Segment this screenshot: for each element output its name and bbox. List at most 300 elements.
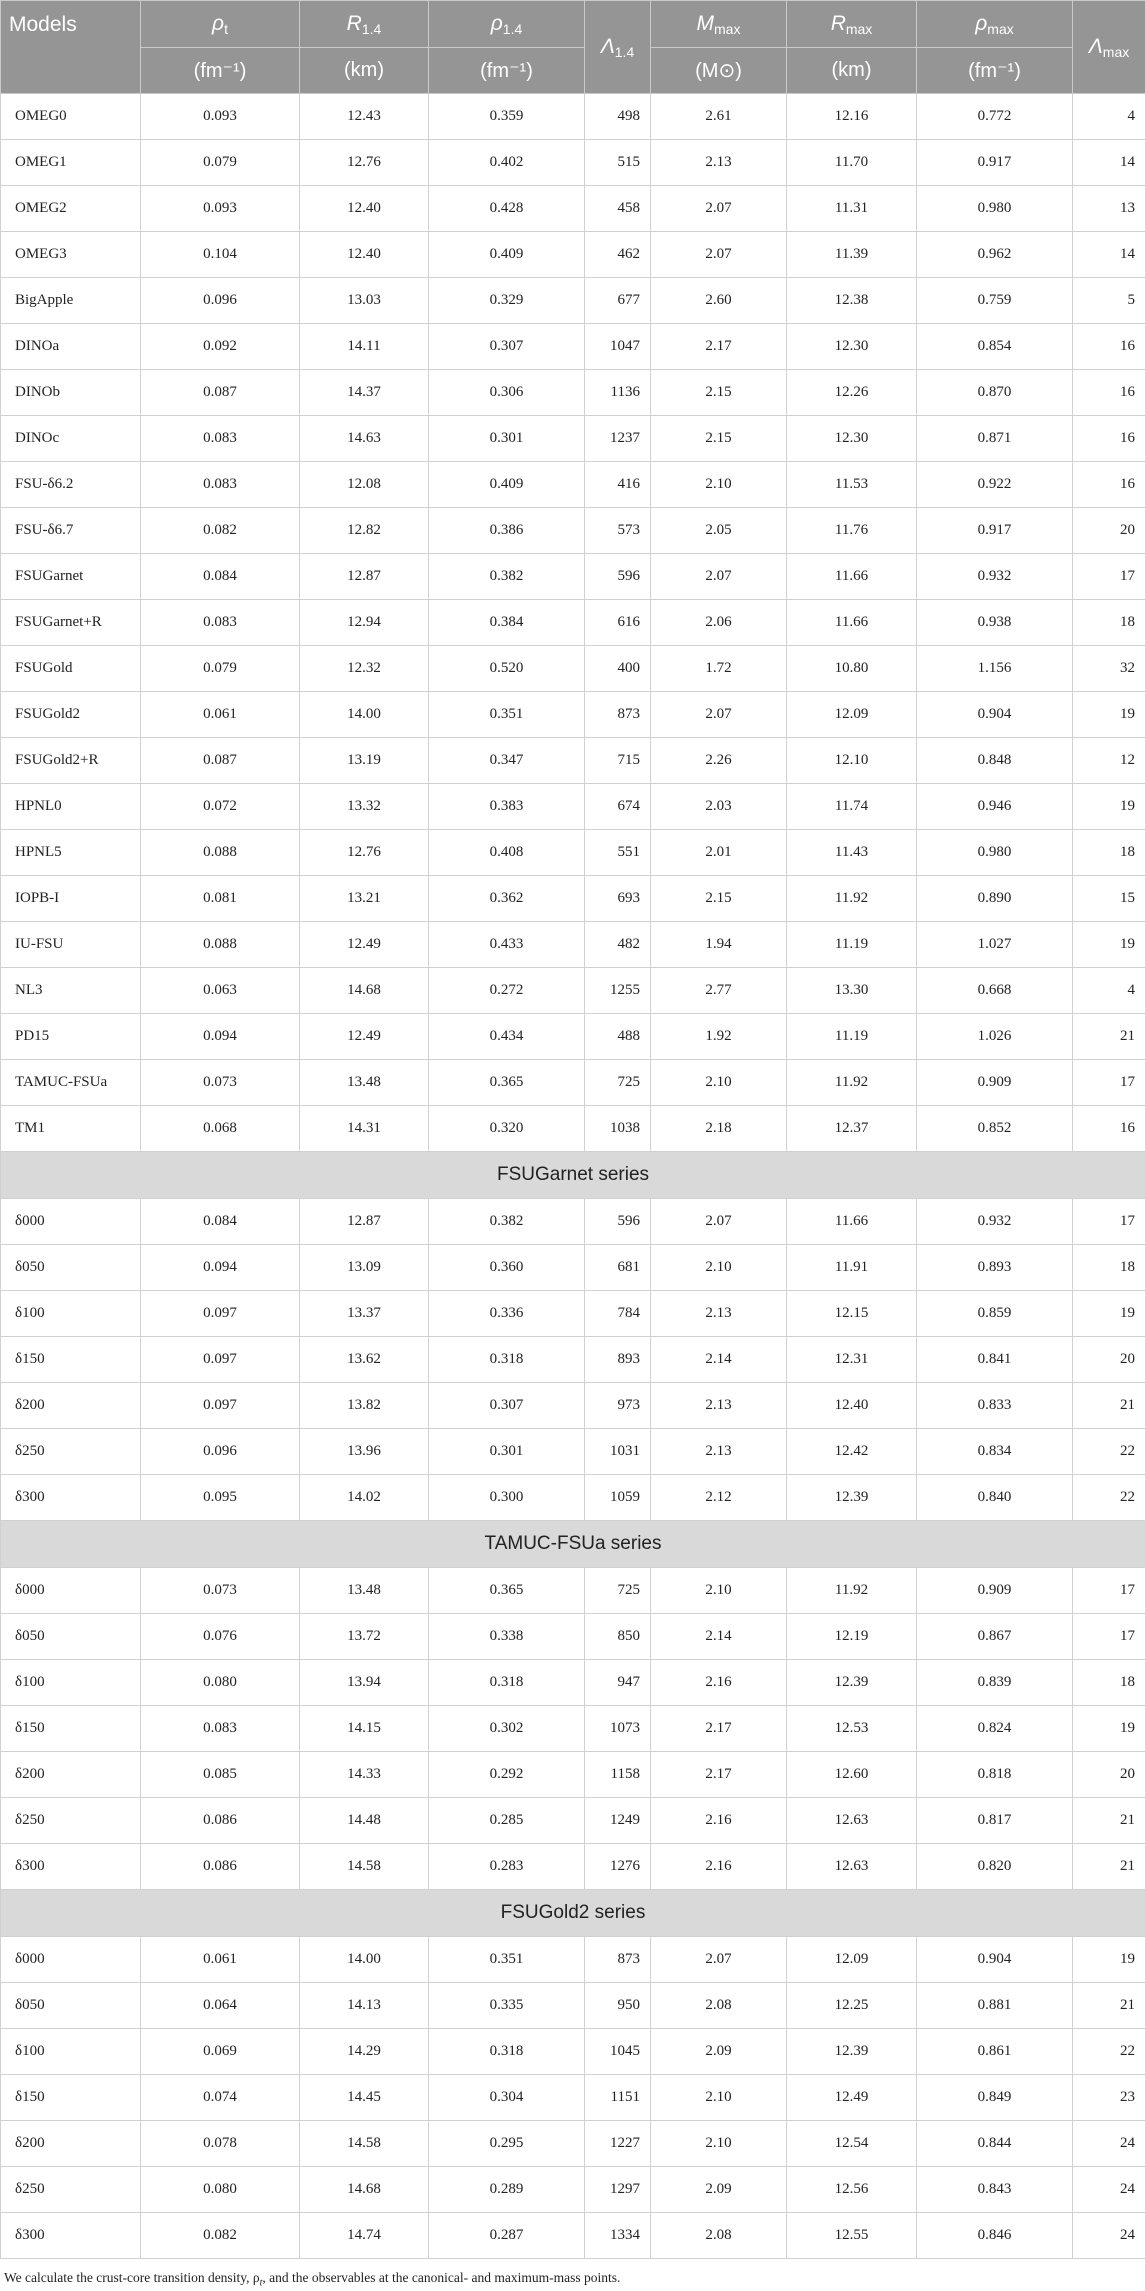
model-name-cell: δ200 [1, 2121, 141, 2167]
value-cell: 551 [585, 830, 651, 876]
model-name-cell: OMEG1 [1, 140, 141, 186]
table-row [1, 1014, 1145, 1060]
model-name-cell: NL3 [1, 968, 141, 1014]
value-cell: 12.42 [787, 1429, 917, 1475]
value-cell: 0.086 [141, 1798, 300, 1844]
value-cell: 0.409 [429, 232, 585, 278]
value-cell: 2.08 [651, 1983, 787, 2029]
value-cell: 725 [585, 1568, 651, 1614]
value-cell: 14.15 [300, 1706, 429, 1752]
value-cell: 11.70 [787, 140, 917, 186]
value-cell: 12.76 [300, 830, 429, 876]
value-cell: 13.96 [300, 1429, 429, 1475]
value-cell: 0.434 [429, 1014, 585, 1060]
table-row [1, 784, 1145, 830]
value-cell: 0.409 [429, 462, 585, 508]
value-cell: 12.30 [787, 324, 917, 370]
value-cell: 24 [1073, 2213, 1145, 2259]
column-unit-6: (fm⁻¹) [917, 48, 1073, 94]
value-cell: 12.38 [787, 278, 917, 324]
table-row [1, 1937, 1145, 1983]
value-cell: 1136 [585, 370, 651, 416]
value-cell: 11.66 [787, 600, 917, 646]
value-cell: 11.66 [787, 1199, 917, 1245]
table-row [1, 370, 1145, 416]
model-name-cell: δ200 [1, 1383, 141, 1429]
value-cell: 0.433 [429, 922, 585, 968]
value-cell: 11.19 [787, 1014, 917, 1060]
value-cell: 14.48 [300, 1798, 429, 1844]
models-column-header: Models [1, 1, 141, 94]
value-cell: 0.304 [429, 2075, 585, 2121]
value-cell: 14.13 [300, 1983, 429, 2029]
value-cell: 11.92 [787, 1568, 917, 1614]
value-cell: 12.16 [787, 94, 917, 140]
value-cell: 20 [1073, 508, 1145, 554]
table-row [1, 2075, 1145, 2121]
model-name-cell: δ050 [1, 1614, 141, 1660]
value-cell: 0.087 [141, 370, 300, 416]
column-symbol: R [830, 11, 846, 35]
value-cell: 0.962 [917, 232, 1073, 278]
value-cell: 1031 [585, 1429, 651, 1475]
column-header-5 [787, 1, 917, 48]
column-subscript: max [714, 20, 741, 37]
value-cell: 0.086 [141, 1844, 300, 1890]
table-body [1, 94, 1145, 2259]
value-cell: 11.76 [787, 508, 917, 554]
value-cell: 0.074 [141, 2075, 300, 2121]
model-name-cell: δ100 [1, 2029, 141, 2075]
value-cell: 14.00 [300, 692, 429, 738]
value-cell: 12.08 [300, 462, 429, 508]
value-cell: 14.29 [300, 2029, 429, 2075]
value-cell: 5 [1073, 278, 1145, 324]
caption-text-rest: , and the observables at the canonical- and maximum-mass points. [262, 2270, 621, 2285]
table-row [1, 508, 1145, 554]
value-cell: 2.12 [651, 1475, 787, 1521]
value-cell: 0.307 [429, 324, 585, 370]
table-row [1, 738, 1145, 784]
value-cell: 1255 [585, 968, 651, 1014]
model-name-cell: δ050 [1, 1983, 141, 2029]
column-unit-1: (km) [300, 48, 429, 94]
value-cell: 2.10 [651, 1568, 787, 1614]
value-cell: 21 [1073, 1844, 1145, 1890]
value-cell: 14.02 [300, 1475, 429, 1521]
table-row [1, 278, 1145, 324]
model-name-cell: HPNL0 [1, 784, 141, 830]
model-name-cell: FSUGold2+R [1, 738, 141, 784]
value-cell: 873 [585, 692, 651, 738]
value-cell: 2.15 [651, 876, 787, 922]
value-cell: 0.848 [917, 738, 1073, 784]
value-cell: 0.351 [429, 1937, 585, 1983]
value-cell: 11.92 [787, 1060, 917, 1106]
value-cell: 0.300 [429, 1475, 585, 1521]
value-cell: 11.66 [787, 554, 917, 600]
model-name-cell: δ250 [1, 1429, 141, 1475]
value-cell: 0.088 [141, 830, 300, 876]
value-cell: 0.082 [141, 2213, 300, 2259]
value-cell: 0.668 [917, 968, 1073, 1014]
value-cell: 2.77 [651, 968, 787, 1014]
value-cell: 11.43 [787, 830, 917, 876]
value-cell: 13.48 [300, 1568, 429, 1614]
model-name-cell: δ150 [1, 1337, 141, 1383]
value-cell: 1.026 [917, 1014, 1073, 1060]
value-cell: 0.360 [429, 1245, 585, 1291]
value-cell: 0.094 [141, 1014, 300, 1060]
value-cell: 0.336 [429, 1291, 585, 1337]
value-cell: 0.359 [429, 94, 585, 140]
column-unit-0: (fm⁻¹) [141, 48, 300, 94]
value-cell: 17 [1073, 1614, 1145, 1660]
table-row [1, 1337, 1145, 1383]
value-cell: 0.383 [429, 784, 585, 830]
value-cell: 1.92 [651, 1014, 787, 1060]
value-cell: 12.30 [787, 416, 917, 462]
value-cell: 12.40 [300, 232, 429, 278]
model-name-cell: FSU-δ6.2 [1, 462, 141, 508]
value-cell: 0.870 [917, 370, 1073, 416]
value-cell: 2.13 [651, 1291, 787, 1337]
value-cell: 10.80 [787, 646, 917, 692]
column-subscript: t [224, 20, 228, 37]
column-header-6 [917, 1, 1073, 48]
value-cell: 0.840 [917, 1475, 1073, 1521]
value-cell: 462 [585, 232, 651, 278]
model-name-cell: δ100 [1, 1660, 141, 1706]
value-cell: 0.980 [917, 830, 1073, 876]
value-cell: 13.72 [300, 1614, 429, 1660]
value-cell: 1047 [585, 324, 651, 370]
value-cell: 0.772 [917, 94, 1073, 140]
value-cell: 2.13 [651, 1383, 787, 1429]
value-cell: 17 [1073, 1060, 1145, 1106]
model-name-cell: δ050 [1, 1245, 141, 1291]
value-cell: 1.94 [651, 922, 787, 968]
value-cell: 2.17 [651, 1706, 787, 1752]
section-header-row [1, 1890, 1145, 1937]
value-cell: 1227 [585, 2121, 651, 2167]
value-cell: 498 [585, 94, 651, 140]
value-cell: 2.13 [651, 140, 787, 186]
model-name-cell: δ150 [1, 2075, 141, 2121]
column-symbol: ρ [975, 11, 988, 35]
value-cell: 20 [1073, 1752, 1145, 1798]
value-cell: 0.084 [141, 554, 300, 600]
value-cell: 0.759 [917, 278, 1073, 324]
column-subscript: 1.4 [614, 43, 635, 60]
caption-text: We calculate the crust-core transition density, ρ [4, 2270, 260, 2285]
value-cell: 784 [585, 1291, 651, 1337]
table-row [1, 922, 1145, 968]
value-cell: 2.07 [651, 554, 787, 600]
value-cell: 0.932 [917, 554, 1073, 600]
value-cell: 2.61 [651, 94, 787, 140]
value-cell: 2.05 [651, 508, 787, 554]
column-symbol: ρ [490, 11, 503, 35]
value-cell: 18 [1073, 600, 1145, 646]
value-cell: 19 [1073, 1706, 1145, 1752]
table-row [1, 1660, 1145, 1706]
value-cell: 0.061 [141, 692, 300, 738]
value-cell: 4 [1073, 94, 1145, 140]
value-cell: 2.10 [651, 1245, 787, 1291]
value-cell: 14.58 [300, 2121, 429, 2167]
value-cell: 11.31 [787, 186, 917, 232]
value-cell: 12.63 [787, 1844, 917, 1890]
value-cell: 947 [585, 1660, 651, 1706]
model-name-cell: FSUGarnet [1, 554, 141, 600]
value-cell: 0.320 [429, 1106, 585, 1152]
value-cell: 2.10 [651, 462, 787, 508]
value-cell: 21 [1073, 1383, 1145, 1429]
value-cell: 1.156 [917, 646, 1073, 692]
value-cell: 1237 [585, 416, 651, 462]
value-cell: 0.347 [429, 738, 585, 784]
table-row [1, 1614, 1145, 1660]
value-cell: 0.087 [141, 738, 300, 784]
value-cell: 13.94 [300, 1660, 429, 1706]
value-cell: 2.17 [651, 324, 787, 370]
value-cell: 488 [585, 1014, 651, 1060]
table-row [1, 2121, 1145, 2167]
value-cell: 22 [1073, 2029, 1145, 2075]
table-row [1, 1291, 1145, 1337]
value-cell: 0.329 [429, 278, 585, 324]
value-cell: 2.17 [651, 1752, 787, 1798]
value-cell: 1158 [585, 1752, 651, 1798]
table-row [1, 1475, 1145, 1521]
value-cell: 2.07 [651, 1937, 787, 1983]
value-cell: 681 [585, 1245, 651, 1291]
value-cell: 11.19 [787, 922, 917, 968]
model-name-cell: BigApple [1, 278, 141, 324]
value-cell: 400 [585, 646, 651, 692]
table-row [1, 600, 1145, 646]
value-cell: 12.37 [787, 1106, 917, 1152]
value-cell: 0.834 [917, 1429, 1073, 1475]
column-subscript: max [987, 20, 1014, 37]
value-cell: 12.40 [787, 1383, 917, 1429]
value-cell: 12.39 [787, 1475, 917, 1521]
value-cell: 2.26 [651, 738, 787, 784]
value-cell: 0.093 [141, 186, 300, 232]
value-cell: 12.32 [300, 646, 429, 692]
value-cell: 0.852 [917, 1106, 1073, 1152]
value-cell: 16 [1073, 1106, 1145, 1152]
model-name-cell: TAMUC-FSUa [1, 1060, 141, 1106]
value-cell: 0.073 [141, 1568, 300, 1614]
value-cell: 0.097 [141, 1337, 300, 1383]
table-row [1, 1983, 1145, 2029]
value-cell: 0.841 [917, 1337, 1073, 1383]
value-cell: 596 [585, 1199, 651, 1245]
value-cell: 0.917 [917, 140, 1073, 186]
model-name-cell: OMEG0 [1, 94, 141, 140]
value-cell: 573 [585, 508, 651, 554]
value-cell: 0.932 [917, 1199, 1073, 1245]
value-cell: 13.82 [300, 1383, 429, 1429]
value-cell: 11.39 [787, 232, 917, 278]
model-name-cell: DINOb [1, 370, 141, 416]
section-header-row [1, 1152, 1145, 1199]
value-cell: 12.87 [300, 554, 429, 600]
value-cell: 0.097 [141, 1383, 300, 1429]
value-cell: 0.824 [917, 1706, 1073, 1752]
value-cell: 1059 [585, 1475, 651, 1521]
column-unit-4: (M⊙) [651, 48, 787, 94]
value-cell: 0.318 [429, 1660, 585, 1706]
value-cell: 23 [1073, 2075, 1145, 2121]
value-cell: 0.817 [917, 1798, 1073, 1844]
value-cell: 12.15 [787, 1291, 917, 1337]
value-cell: 2.15 [651, 416, 787, 462]
value-cell: 12.10 [787, 738, 917, 784]
table-row [1, 968, 1145, 1014]
value-cell: 1249 [585, 1798, 651, 1844]
value-cell: 1045 [585, 2029, 651, 2075]
value-cell: 12.19 [787, 1614, 917, 1660]
value-cell: 16 [1073, 370, 1145, 416]
value-cell: 14.63 [300, 416, 429, 462]
value-cell: 1297 [585, 2167, 651, 2213]
value-cell: 950 [585, 1983, 651, 2029]
value-cell: 693 [585, 876, 651, 922]
value-cell: 2.07 [651, 692, 787, 738]
value-cell: 13 [1073, 186, 1145, 232]
value-cell: 0.386 [429, 508, 585, 554]
value-cell: 0.854 [917, 324, 1073, 370]
model-name-cell: FSUGarnet+R [1, 600, 141, 646]
value-cell: 873 [585, 1937, 651, 1983]
column-header-0 [141, 1, 300, 48]
value-cell: 0.946 [917, 784, 1073, 830]
model-name-cell: OMEG2 [1, 186, 141, 232]
value-cell: 0.839 [917, 1660, 1073, 1706]
value-cell: 13.30 [787, 968, 917, 1014]
value-cell: 2.09 [651, 2029, 787, 2075]
value-cell: 0.302 [429, 1706, 585, 1752]
value-cell: 2.03 [651, 784, 787, 830]
column-header-3 [585, 1, 651, 94]
value-cell: 19 [1073, 784, 1145, 830]
value-cell: 0.097 [141, 1291, 300, 1337]
value-cell: 21 [1073, 1798, 1145, 1844]
value-cell: 19 [1073, 1937, 1145, 1983]
value-cell: 2.10 [651, 2121, 787, 2167]
table-row [1, 692, 1145, 738]
column-header-2 [429, 1, 585, 48]
column-subscript: max [845, 20, 873, 37]
value-cell: 1276 [585, 1844, 651, 1890]
value-cell: 14.00 [300, 1937, 429, 1983]
value-cell: 13.37 [300, 1291, 429, 1337]
value-cell: 1073 [585, 1706, 651, 1752]
value-cell: 0.289 [429, 2167, 585, 2213]
value-cell: 0.076 [141, 1614, 300, 1660]
table-row [1, 2029, 1145, 2075]
value-cell: 18 [1073, 1245, 1145, 1291]
model-name-cell: δ300 [1, 2213, 141, 2259]
table-row [1, 554, 1145, 600]
value-cell: 0.820 [917, 1844, 1073, 1890]
column-subscript: 1.4 [502, 20, 523, 37]
value-cell: 18 [1073, 830, 1145, 876]
value-cell: 0.295 [429, 2121, 585, 2167]
model-name-cell: δ000 [1, 1937, 141, 1983]
value-cell: 2.07 [651, 232, 787, 278]
value-cell: 21 [1073, 1983, 1145, 2029]
value-cell: 12.82 [300, 508, 429, 554]
table-row [1, 1844, 1145, 1890]
table-row [1, 186, 1145, 232]
value-cell: 19 [1073, 692, 1145, 738]
value-cell: 14 [1073, 140, 1145, 186]
model-name-cell: FSUGold [1, 646, 141, 692]
model-name-cell: FSUGold2 [1, 692, 141, 738]
value-cell: 0.871 [917, 416, 1073, 462]
value-cell: 14.31 [300, 1106, 429, 1152]
value-cell: 0.083 [141, 462, 300, 508]
value-cell: 1334 [585, 2213, 651, 2259]
value-cell: 12.26 [787, 370, 917, 416]
value-cell: 1.027 [917, 922, 1073, 968]
table-caption [4, 2270, 1144, 2289]
value-cell: 12.25 [787, 1983, 917, 2029]
value-cell: 1.72 [651, 646, 787, 692]
table-row [1, 1060, 1145, 1106]
value-cell: 12.55 [787, 2213, 917, 2259]
section-title: TAMUC-FSUa series [1, 1521, 1145, 1568]
value-cell: 13.32 [300, 784, 429, 830]
value-cell: 12.53 [787, 1706, 917, 1752]
value-cell: 2.16 [651, 1844, 787, 1890]
section-title: FSUGarnet series [1, 1152, 1145, 1199]
model-name-cell: δ000 [1, 1568, 141, 1614]
value-cell: 21 [1073, 1014, 1145, 1060]
value-cell: 0.861 [917, 2029, 1073, 2075]
value-cell: 16 [1073, 416, 1145, 462]
value-cell: 0.338 [429, 1614, 585, 1660]
value-cell: 515 [585, 140, 651, 186]
caption-subscript: t [259, 2277, 263, 2289]
value-cell: 14.68 [300, 968, 429, 1014]
value-cell: 14.37 [300, 370, 429, 416]
column-subscript: 1.4 [361, 20, 382, 37]
value-cell: 2.09 [651, 2167, 787, 2213]
value-cell: 0.285 [429, 1798, 585, 1844]
table-row [1, 94, 1145, 140]
model-name-cell: δ100 [1, 1291, 141, 1337]
value-cell: 0.068 [141, 1106, 300, 1152]
value-cell: 0.980 [917, 186, 1073, 232]
value-cell: 0.318 [429, 1337, 585, 1383]
value-cell: 2.14 [651, 1337, 787, 1383]
model-name-cell: δ200 [1, 1752, 141, 1798]
value-cell: 2.06 [651, 600, 787, 646]
value-cell: 11.53 [787, 462, 917, 508]
value-cell: 24 [1073, 2167, 1145, 2213]
value-cell: 0.365 [429, 1568, 585, 1614]
value-cell: 2.13 [651, 1429, 787, 1475]
value-cell: 0.083 [141, 1706, 300, 1752]
value-cell: 12.09 [787, 692, 917, 738]
value-cell: 0.917 [917, 508, 1073, 554]
table-row [1, 1798, 1145, 1844]
